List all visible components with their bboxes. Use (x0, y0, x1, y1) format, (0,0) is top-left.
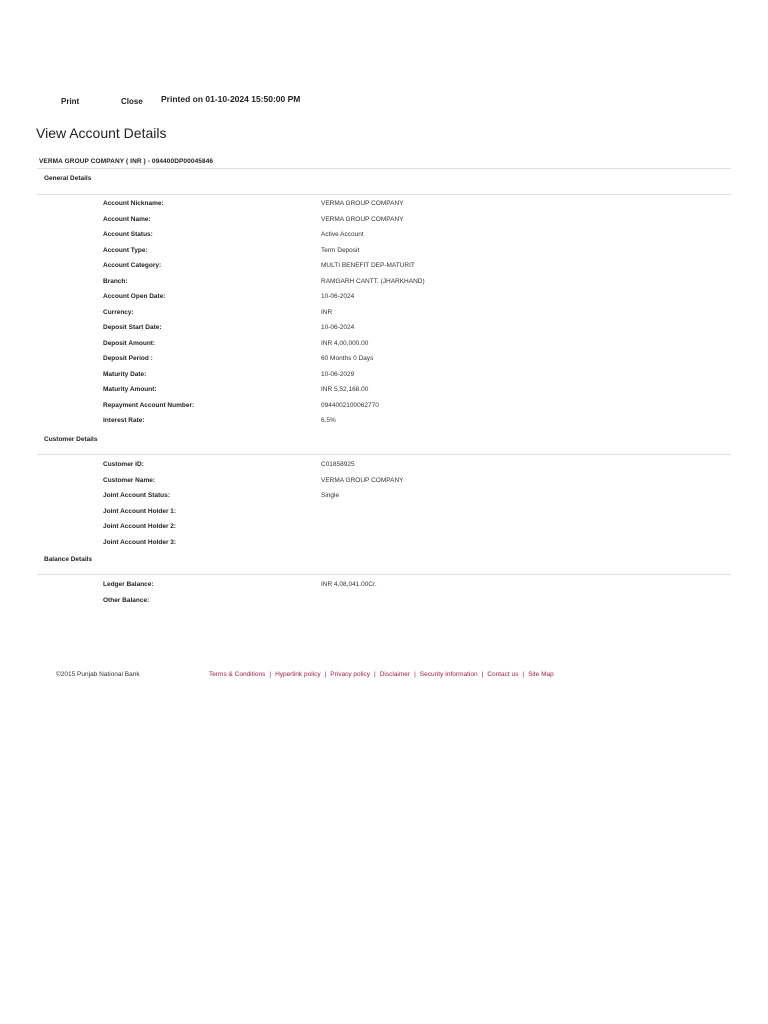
footer-link-terms-conditions[interactable]: Terms & Conditions (209, 671, 266, 678)
detail-row (0, 477, 768, 491)
detail-row (0, 309, 768, 323)
detail-value: INR 5,52,168.00 (321, 386, 369, 393)
detail-label: Customer ID: (103, 461, 144, 468)
footer-links (209, 671, 554, 678)
detail-row (0, 539, 768, 553)
detail-value: RAMGARH CANTT. (JHARKHAND) (321, 277, 425, 285)
footer-link-separator: | (269, 671, 272, 678)
section-label-customer: Customer Details (44, 436, 98, 443)
account-header: VERMA GROUP COMPANY ( INR ) - 094400DP00045846 (39, 158, 214, 165)
toolbar (0, 93, 768, 109)
detail-value: C01858925 (321, 461, 355, 468)
detail-value: VERMA GROUP COMPANY (321, 476, 404, 484)
detail-label: Deposit Amount: (103, 339, 156, 347)
detail-row (0, 371, 768, 385)
detail-label: Joint Account Holder 1: (103, 507, 177, 515)
page-title: View Account Details (36, 125, 167, 141)
detail-value: INR (321, 308, 333, 316)
detail-row (0, 231, 768, 245)
detail-row (0, 461, 768, 475)
detail-row (0, 247, 768, 261)
detail-label: Joint Account Holder 3: (103, 538, 177, 546)
footer-link-separator: | (414, 671, 416, 678)
divider (37, 574, 731, 575)
detail-value: 10-06-2024 (321, 324, 355, 331)
detail-value: INR 4,08,041.00Cr. (321, 581, 377, 588)
detail-value: Active Account (321, 231, 364, 238)
copyright-text: ©2015 Punjab National Bank (56, 671, 140, 678)
footer-link-hyperlink-policy[interactable]: Hyperlink policy (275, 671, 321, 678)
footer-link-separator: | (522, 671, 525, 678)
footer-link-privacy-policy[interactable]: Privacy policy (330, 671, 371, 678)
detail-label: Customer Name: (103, 476, 156, 484)
detail-row (0, 508, 768, 522)
footer-link-disclaimer[interactable]: Disclaimer (379, 671, 411, 678)
footer-link-site-map[interactable]: Site Map (528, 671, 554, 678)
detail-value: 10-06-2029 (321, 370, 355, 378)
detail-label: Deposit Period : (103, 355, 153, 362)
detail-label: Account Category: (103, 262, 162, 269)
detail-row (0, 386, 768, 400)
detail-row (0, 417, 768, 431)
detail-row (0, 597, 768, 611)
detail-value: VERMA GROUP COMPANY (321, 215, 404, 223)
detail-label: Interest Rate: (103, 417, 145, 424)
detail-value: 10-06-2024 (321, 293, 355, 300)
detail-row (0, 402, 768, 416)
detail-value: VERMA GROUP COMPANY (321, 200, 404, 207)
footer-link-security-information[interactable]: Security Information (419, 671, 478, 678)
detail-value: INR 4,00,000.00 (321, 339, 369, 347)
detail-row (0, 340, 768, 354)
detail-row (0, 216, 768, 230)
detail-label: Joint Account Holder 2: (103, 523, 177, 530)
section-label-general: General Details (44, 175, 92, 182)
divider (37, 454, 731, 455)
detail-label: Account Nickname: (103, 200, 164, 207)
detail-row (0, 523, 768, 537)
printed-on-timestamp: Printed on 01-10-2024 15:50:00 PM (161, 94, 301, 104)
detail-label: Branch: (103, 277, 128, 285)
footer (0, 671, 768, 683)
detail-row (0, 200, 768, 214)
detail-row (0, 293, 768, 307)
divider (37, 168, 731, 169)
detail-label: Account Open Date: (103, 293, 166, 300)
footer-link-separator: | (374, 671, 376, 678)
detail-label: Maturity Amount: (103, 386, 157, 393)
print-button[interactable]: Print (61, 97, 80, 106)
detail-label: Ledger Balance: (103, 581, 154, 588)
detail-label: Other Balance: (103, 596, 150, 604)
detail-value: 6.5% (321, 417, 336, 424)
detail-label: Account Name: (103, 215, 151, 223)
section-label-balance: Balance Details (44, 556, 93, 563)
detail-row (0, 278, 768, 292)
detail-value: 0944002100062770 (321, 401, 379, 409)
detail-label: Currency: (103, 308, 134, 316)
detail-value: 60 Months 0 Days (321, 355, 374, 362)
detail-row (0, 581, 768, 595)
footer-link-separator: | (481, 671, 484, 678)
detail-label: Account Status: (103, 231, 153, 238)
detail-value: Single (321, 492, 340, 499)
detail-label: Account Type: (103, 246, 148, 254)
divider (37, 194, 731, 195)
detail-row (0, 355, 768, 369)
detail-label: Repayment Account Number: (103, 401, 195, 409)
detail-label: Maturity Date: (103, 370, 147, 378)
footer-link-contact-us[interactable]: Contact us (487, 671, 519, 678)
detail-label: Deposit Start Date: (103, 324, 162, 331)
close-button[interactable]: Close (121, 97, 143, 106)
detail-value: Term Deposit (321, 246, 360, 254)
detail-value: MULTI BENEFIT DEP-MATURIT (321, 262, 415, 269)
detail-label: Joint Account Status: (103, 492, 170, 499)
footer-link-separator: | (324, 671, 327, 678)
detail-row (0, 262, 768, 276)
detail-row (0, 324, 768, 338)
detail-row (0, 492, 768, 506)
